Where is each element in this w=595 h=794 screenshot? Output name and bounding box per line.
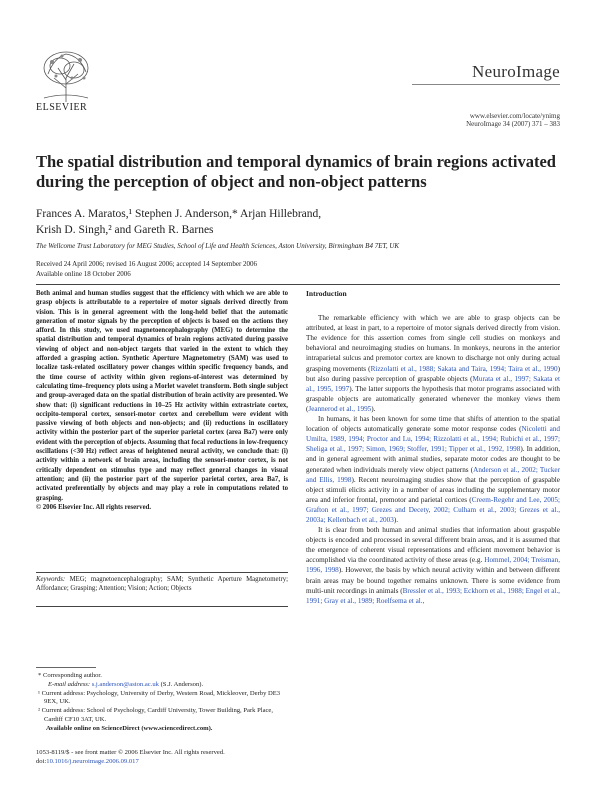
available-date: Available online 18 October 2006 xyxy=(36,269,131,278)
doi-line xyxy=(36,757,288,766)
journal-url[interactable]: www.elsevier.com/locate/ynimg xyxy=(469,112,560,120)
journal-header xyxy=(36,48,560,128)
citation-link[interactable]: Bressler et al., 1993; Eckhorn et al., 1988; Engel et al., 1991; Gray et al., 1989; Roelfsema et al., xyxy=(306,586,560,605)
citation-link[interactable]: Murata et al., 1997; Sakata et al., 1995, 1997 xyxy=(306,374,560,393)
footnote-divider xyxy=(36,667,96,668)
citation-link[interactable]: Hommel, 2004; Treisman, 1996, 1998 xyxy=(306,556,560,575)
p2-text-a: In humans, it has been known for some time that shifts of attention to the spatial location of objects automatically generate some motor response codes ( xyxy=(306,415,560,434)
p3-text-a: It is clear from both human and animal studies that information about graspable objects is encoded and processed in several different brain areas, and it is assumed that the emergence of coherent visual representations and efficient movement behavior is accomplished via the coordinated activity of these areas (e.g. xyxy=(306,526,560,565)
p1-text-b: ) but also during passive perception of graspable objects ( xyxy=(306,364,560,383)
elsevier-tree-icon xyxy=(36,48,96,104)
copyright: © 2006 Elsevier Inc. All rights reserved. xyxy=(36,503,152,511)
abstract-text: Both animal and human studies suggest that the efficiency with which we are able to grasp objects is attributable to a repertoire of motor signals derived directly from vision. This is in general agreement with the long-held belief that the automatic generation of motor signals by the perception of objects is based on the actions they afford. In this study, we used magnetoencephalography (MEG) to determine the spatial distribution and temporal dynamics of brain regions activated during passive viewing of object and non-object targets that varied in the extent to which they afforded a grasping action. Synthetic Aperture Magnetometry (SAM) was used to localize task-related oscillatory power changes within specific frequency bands, and the time course of activity within given regions-of-interest was determined by calculating time–frequency plots using a Morlet wavelet transform. Both single subject and group-averaged data on the spatial distribution of brain activity are presented. We show that: (i) significant reductions in 10–25 Hz activity within extrastriate cortex, occipito-temporal cortex, sensori-motor cortex and cerebellum were evident with passive viewing of both objects and non-objects; and (ii) reductions in oscillatory activity within the posterior part of the superior parietal cortex (area Ba7) were only evident with the perception of objects. Assuming that focal reductions in low-frequency oscillations (<30 Hz) reflect areas of heightened neural activity, we conclude that: (i) activity within a network of brain areas, including the sensori-motor cortex, is not critically dependent on stimulus type and may reflect general changes in visual attention; and (ii) the posterior part of the superior parietal cortex, area Ba7, is activated preferentially by objects and may play a role in computations related to grasping. xyxy=(36,290,288,502)
intro-paragraph-1 xyxy=(306,313,560,414)
footnotes xyxy=(36,672,288,734)
email-label: E-mail address: xyxy=(48,680,91,688)
elsevier-logo xyxy=(36,48,96,112)
citation-link[interactable]: Anderson et al., 2002; Tucker and Ellis, 1998 xyxy=(306,465,560,484)
doi-link[interactable]: 10.1016/j.neuroimage.2006.09.017 xyxy=(46,758,139,765)
front-matter xyxy=(36,748,288,766)
p1-text-a: The remarkable efficiency with which we are able to grasp objects can be attributed, at least in part, to a repertoire of motor signals derived directly from vision. The evidence for this assertion comes from single cell studies on monkeys and behavioral and neuroimaging studies on humans. In monkeys, neurons in the anterior intraparietal sulcus and premotor cortex are known to discharge not only during actual grasping movements ( xyxy=(306,314,560,373)
p1-text-d: ). xyxy=(371,404,376,413)
keywords-divider-top xyxy=(36,572,288,573)
article-dates xyxy=(36,260,560,279)
citation-link[interactable]: Creem-Regehr and Lee, 2005; Grafton et al., 1997; Grezes and Decety, 2002; Culham et al., 2003; Grezes et al., 2003a; Kellenbach et al., 2003 xyxy=(306,495,560,524)
introduction-column xyxy=(306,289,560,606)
publisher-name: ELSEVIER xyxy=(36,102,88,113)
p2-text-b: ). In addition, and in general agreement with animal studies, separate motor codes are thought to be generated when individuals merely view object patterns ( xyxy=(306,445,560,474)
keywords-text: MEG; magnetoencephalography; SAM; Synthetic Aperture Magnetometry; Affordance; Grasping; Attention; Vision; Action; Objects xyxy=(36,576,288,593)
keywords-label: Keywords: xyxy=(36,576,66,583)
intro-paragraph-3 xyxy=(306,525,560,606)
article-title: The spatial distribution and temporal dynamics of brain regions activated during the perception of object and non-object patterns xyxy=(36,152,556,191)
intro-paragraph-2 xyxy=(306,414,560,525)
citation-link[interactable]: Rizzolatti et al., 1988; Sakata and Taira, 1994; Taira et al., 1990 xyxy=(370,364,558,373)
email-link[interactable]: s.j.anderson@aston.ac.uk xyxy=(91,680,159,688)
keywords-block xyxy=(36,575,288,594)
affiliation: The Wellcome Trust Laboratory for MEG Studies, School of Life and Health Sciences, Aston University, Birmingham B4 7ET, UK xyxy=(36,242,400,250)
section-heading-introduction: Introduction xyxy=(306,289,347,298)
doi-label: doi: xyxy=(36,758,47,765)
received-dates: Received 24 April 2006; revised 16 August 2006; accepted 14 September 2006 xyxy=(36,260,258,268)
issn-line: 1053-8119/$ - see front matter © 2006 Elsevier Inc. All rights reserved. xyxy=(36,749,225,756)
footnote-corresponding: * Corresponding author. xyxy=(38,672,102,679)
keywords-divider-bottom xyxy=(36,606,288,607)
citation-link[interactable]: Nicoletti and Umilta, 1989, 1994; Proctor and Lu, 1994; Rizzolatti et al., 1994; Rubichi et al., 1997; Sheliga et al., 1997; Simon, 1969; Stoffer, 1991; Tipper et al., 1992, 1998 xyxy=(306,425,561,454)
citation-link[interactable]: Jeannerod et al., 1995 xyxy=(308,404,372,413)
footnote-email xyxy=(36,681,288,690)
header-divider xyxy=(36,284,560,285)
p2-text-d: ). xyxy=(393,515,399,524)
journal-name: NeuroImage xyxy=(472,62,560,81)
footnote-1: ¹ Current address: Psychology, University of Derby, Western Road, Mickleover, Derby DE3 9EX, UK. xyxy=(38,689,281,706)
email-suffix: (S.J. Anderson). xyxy=(160,680,204,688)
abstract-column xyxy=(36,289,288,512)
sciencedirect-note: Available online on ScienceDirect (www.sciencedirect.com). xyxy=(46,724,213,732)
footnote-2: ² Current address: School of Psychology, Cardiff University, Tower Building, Park Place, Cardiff CF10 3AT, UK. xyxy=(38,707,274,723)
p1-text-c: ). The latter supports the hypothesis that motor programs associated with graspable objects are automatically generated whenever the monkey views them ( xyxy=(306,384,561,413)
authors-line-1: Frances A. Maratos,¹ Stephen J. Anderson,* Arjan Hillebrand, xyxy=(36,208,322,220)
authors-line-2: Krish D. Singh,² and Gareth R. Barnes xyxy=(36,224,214,236)
p3-text-b: ). However, the basis by which neural activity within and between different brain areas may be bound together remains unknown. There is some evidence from multi-unit recordings in animals ( xyxy=(306,566,560,595)
journal-divider xyxy=(412,84,560,85)
journal-citation: NeuroImage 34 (2007) 371 – 383 xyxy=(466,120,560,128)
p2-text-c: ). Recent neuroimaging studies show that the perception of graspable object stimuli elicits activity in a number of areas including the supplementary motor area and inferior frontal, premotor and parietal cortices ( xyxy=(306,475,560,504)
author-list xyxy=(36,206,560,238)
keywords xyxy=(36,575,288,594)
